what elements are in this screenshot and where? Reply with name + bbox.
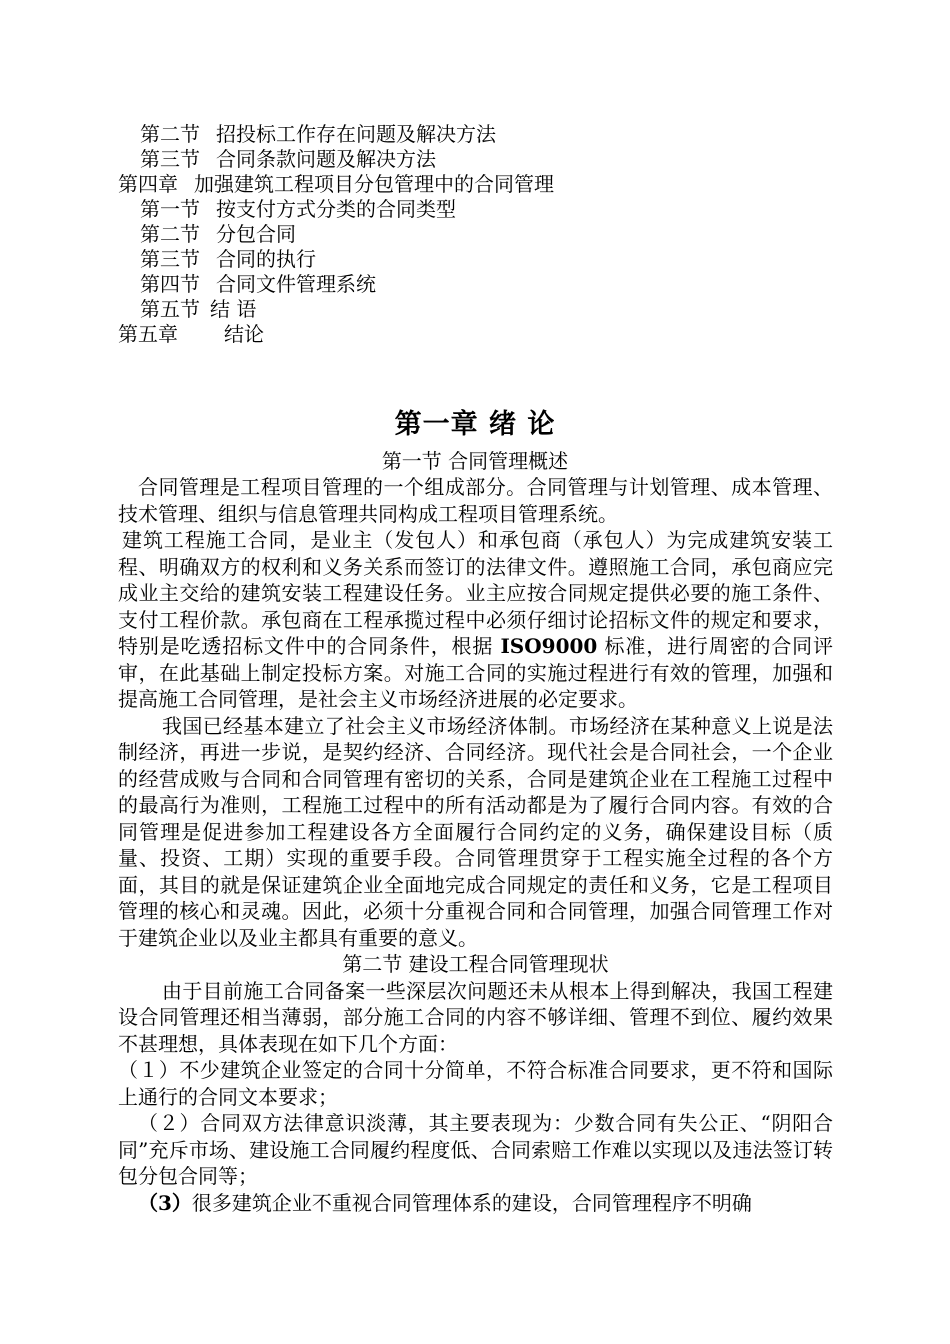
standard-name: ISO9000 (500, 634, 598, 658)
list-item (118, 1190, 833, 1217)
section-title: 第一节 合同管理概述 (381, 449, 569, 473)
toc-entry-title: 合同条款问题及解决方法 (216, 147, 436, 171)
section-title: 第二节 建设工程合同管理现状 (342, 952, 609, 976)
paragraph-text: 标准，进行周密的合同评审，在此基础上制定投标方案。对施工合同的实施过程进行有效的管理，加强和提高施工合同管理，是社会主义市场经济进展的必定要求。 (118, 634, 834, 711)
paragraph (118, 527, 833, 713)
toc-entry-title: 招投标工作存在问题及解决方法 (216, 122, 496, 146)
toc-entry (118, 247, 838, 272)
table-of-contents (118, 122, 838, 347)
toc-entry-number: 第二节 (140, 222, 200, 246)
toc-entry (118, 322, 838, 347)
toc-entry-title: 结论 (224, 322, 264, 346)
toc-entry-title: 结 语 (210, 297, 257, 321)
toc-entry-number: 第三节 (140, 147, 200, 171)
paragraph: 合同管理是工程项目管理的一个组成部分。合同管理与计划管理、成本管理、技术管理、组织与信息管理共同构成工程项目管理系统。 (118, 475, 833, 526)
toc-entry (118, 297, 838, 322)
toc-entry-number: 第五章 (118, 322, 178, 346)
toc-entry-number: 第四章 (118, 172, 178, 196)
toc-entry (118, 222, 838, 247)
toc-entry-title: 合同的执行 (216, 247, 316, 271)
toc-entry-title: 加强建筑工程项目分包管理中的合同管理 (194, 172, 554, 196)
list-item-number: （3） (138, 1190, 192, 1215)
paragraph-text: 建筑工程施工合同，是业主（发包人）和承包商（承包人）为完成建筑安装工程、明确双方的权利和义务关系而签订的法律文件。遵照施工合同，承包商应完成业主交给的建筑安装工程建设任务。业主应按合同规定提供必要的施工条件、支付工程价款。承包商在工程承揽过程中必须仔细讨论招标文件的规定和要求，特别是吃透招标文件中的合同条件，根据 (118, 528, 833, 658)
document-body (118, 474, 833, 1216)
toc-entry-number: 第三节 (140, 247, 200, 271)
toc-entry-title: 合同文件管理系统 (216, 272, 376, 296)
toc-entry-number: 第一节 (140, 197, 200, 221)
paragraph: 由于目前施工合同备案一些深层次问题还未从根本上得到解决，我国工程建设合同管理还相当薄弱，部分施工合同的内容不够详细、管理不到位、履约效果不甚理想，具体表现在如下几个方面： (118, 978, 833, 1056)
toc-entry-number: 第二节 (140, 122, 200, 146)
list-item: （２）合同双方法律意识淡薄，其主要表现为：少数合同有失公正、“阴阳合同”充斥市场、建设施工合同履约程度低、合同索赔工作难以实现以及违法签订转包分包合同等； (118, 1111, 833, 1188)
toc-entry-title: 按支付方式分类的合同类型 (216, 197, 456, 221)
toc-entry (118, 272, 838, 297)
toc-entry-number: 第五节 (140, 297, 200, 321)
toc-entry (118, 197, 838, 222)
toc-entry (118, 172, 838, 197)
toc-entry-title: 分包合同 (216, 222, 296, 246)
list-item: （１）不少建筑企业签定的合同十分简单，不符合标准合同要求，更不符和国际上通行的合同文本要求； (118, 1058, 833, 1109)
chapter-title: 第一章 绪 论 (394, 409, 556, 440)
toc-entry (118, 147, 838, 172)
list-item-text: 很多建筑企业不重视合同管理体系的建设，合同管理程序不明确 (191, 1190, 752, 1215)
toc-entry (118, 122, 838, 147)
paragraph: 我国已经基本建立了社会主义市场经济体制。市场经济在某种意义上说是法制经济，再进一步说，是契约经济、合同经济。现代社会是合同社会，一个企业的经营成败与合同和合同管理有密切的关系，合同是建筑企业在工程施工过程中的最高行为准则，工程施工过程中的所有活动都是为了履行合同内容。有效的合同管理是促进参加工程建设各方全面履行合同约定的义务，确保建设目标（质量、投资、工期）实现的重要手段。合同管理贯穿于工程实施全过程的各个方面，其目的就是保证建筑企业全面地完成合同规定的责任和义务，它是工程项目管理的核心和灵魂。因此，必须十分重视合同和合同管理，加强合同管理工作对于建筑企业以及业主都具有重要的意义。 (118, 713, 833, 950)
toc-entry-number: 第四节 (140, 272, 200, 296)
